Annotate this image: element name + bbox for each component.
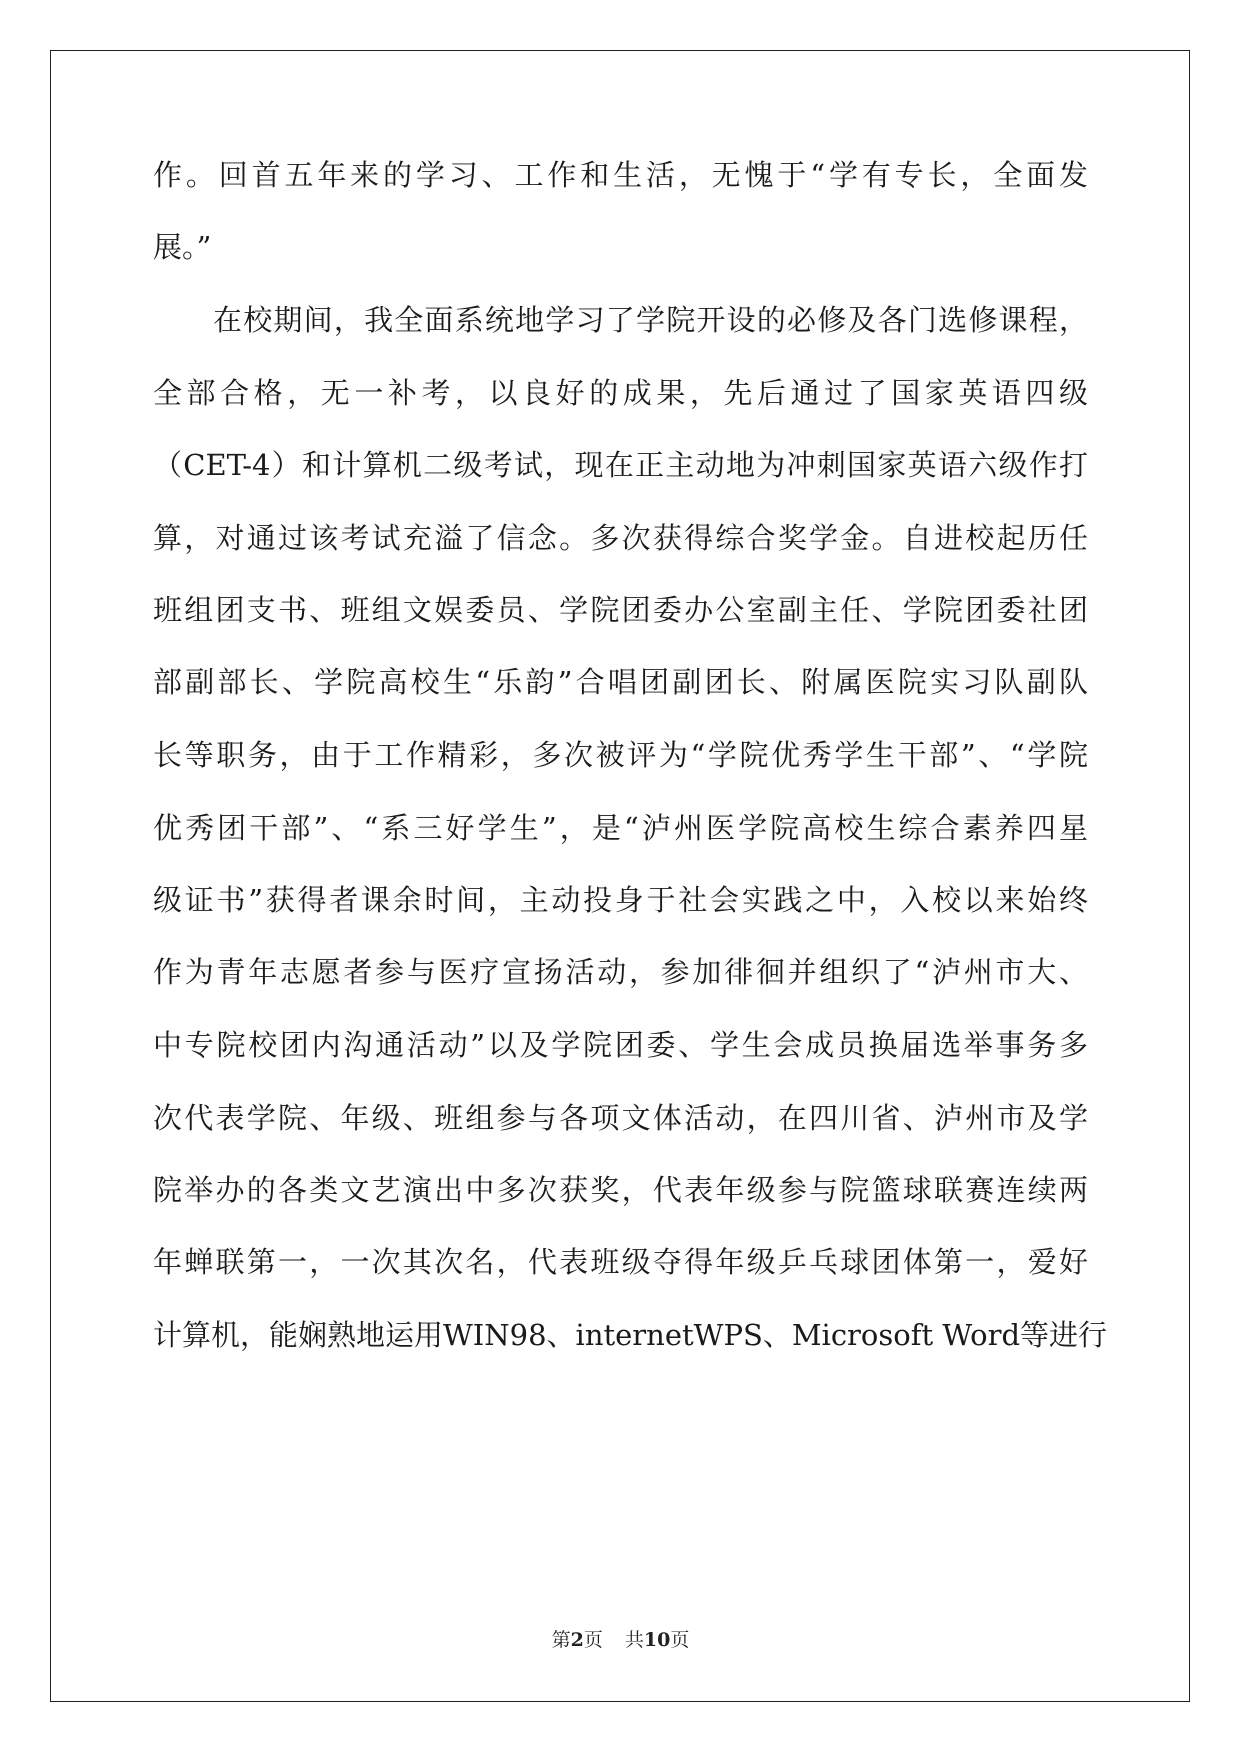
- text-line-7: 班组团支书、班组文娱委员、学院团委办公室副主任、学院团委社团: [153, 593, 1088, 627]
- text-line-5: （CET-4）和计算机二级考试，现在正主动地为冲刺国家英语六级作打: [153, 448, 1088, 482]
- text-line-2: 展。”: [153, 230, 212, 264]
- footer-page-total: 10: [643, 1629, 671, 1651]
- text-line-4: 全部合格，无一补考，以良好的成果，先后通过了国家英语四级: [153, 376, 1088, 410]
- text-line-13: 中专院校团内沟通活动”以及学院团委、学生会成员换届选举事务多: [153, 1028, 1088, 1062]
- footer-page-prefix: 第: [551, 1629, 571, 1651]
- footer-total-suffix: 页: [670, 1629, 690, 1651]
- footer-total-prefix: 共: [624, 1629, 644, 1651]
- page-footer: [0, 1628, 1241, 1652]
- text-line-9: 长等职务，由于工作精彩，多次被评为“学院优秀学生干部”、“学院: [153, 738, 1088, 772]
- text-line-15: 院举办的各类文艺演出中多次获奖，代表年级参与院篮球联赛连续两: [153, 1173, 1088, 1207]
- text-line-8: 部副部长、学院高校生“乐韵”合唱团副团长、附属医院实习队副队: [153, 665, 1088, 699]
- text-line-6: 算，对通过该考试充溢了信念。多次获得综合奖学金。自进校起历任: [153, 521, 1088, 555]
- footer-page-current: 2: [570, 1629, 584, 1651]
- text-line-10: 优秀团干部”、“系三好学生”，是“泸州医学院高校生综合素养四星: [153, 811, 1088, 845]
- text-line-3: 在校期间，我全面系统地学习了学院开设的必修及各门选修课程，: [213, 303, 1088, 337]
- text-line-14: 次代表学院、年级、班组参与各项文体活动，在四川省、泸州市及学: [153, 1101, 1088, 1135]
- footer-page-suffix: 页: [583, 1629, 603, 1651]
- page-border: [50, 50, 1190, 1702]
- text-line-1: 作。回首五年来的学习、工作和生活，无愧于“学有专长，全面发: [153, 158, 1088, 192]
- text-line-17: 计算机，能娴熟地运用WIN98、internetWPS、Microsoft Word等进行: [153, 1318, 1108, 1352]
- text-line-12: 作为青年志愿者参与医疗宣扬活动，参加徘徊并组织了“泸州市大、: [153, 955, 1088, 989]
- text-line-16: 年蝉联第一，一次其次名，代表班级夺得年级乒乓球团体第一，爱好: [153, 1245, 1088, 1279]
- text-line-11: 级证书”获得者课余时间，主动投身于社会实践之中，入校以来始终: [153, 883, 1088, 917]
